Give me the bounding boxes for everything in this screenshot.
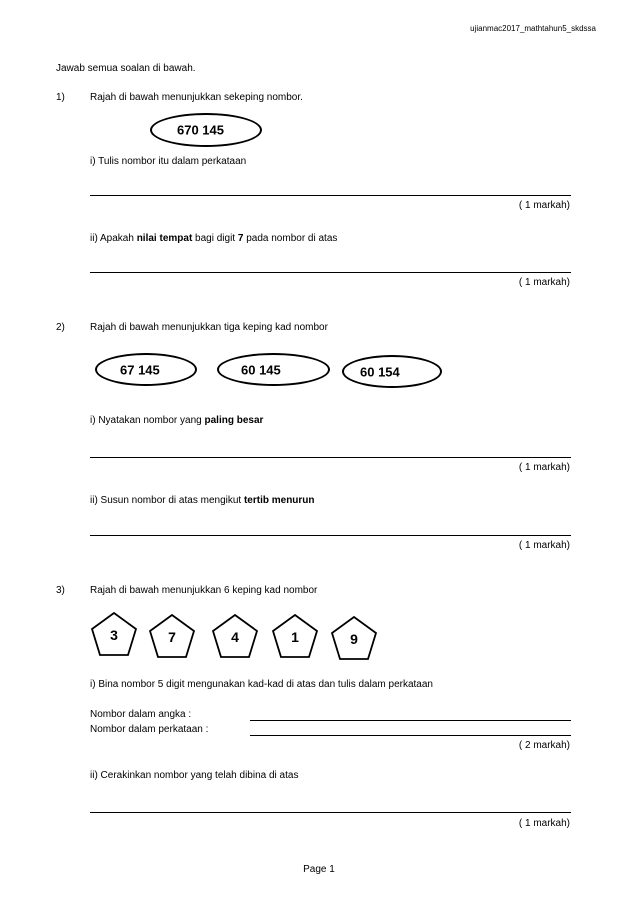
digit-card-pentagon [149, 614, 195, 658]
digit-card-value: 3 [110, 627, 118, 643]
digit-card-pentagon [331, 616, 377, 660]
subquestion-text: i) Bina nombor 5 digit mengunakan kad-kad di atas dan tulis dalam perkataan [90, 679, 433, 690]
digit-card-value: 7 [168, 629, 176, 645]
question-number: 1) [56, 92, 65, 103]
question-stem: Rajah di bawah menunjukkan tiga keping kad nombor [90, 322, 328, 333]
subquestion-text: ii) Susun nombor di atas mengikut tertib menurun [90, 495, 315, 506]
answer-line[interactable] [90, 272, 571, 273]
digit-card-value: 9 [350, 631, 358, 647]
question-stem: Rajah di bawah menunjukkan sekeping nombor. [90, 92, 303, 103]
digit-card-pentagon [272, 614, 318, 658]
number-card-value: 60 145 [241, 362, 281, 377]
subquestion-text: ii) Cerakinkan nombor yang telah dibina di atas [90, 770, 299, 781]
words-label: Nombor dalam perkataan : [90, 724, 209, 735]
answer-line[interactable] [90, 535, 571, 536]
words-answer-line[interactable] [250, 735, 571, 736]
marks-label: ( 1 markah) [518, 540, 570, 551]
digit-card-pentagon [91, 612, 137, 656]
number-card-oval [342, 355, 442, 388]
number-card-value: 67 145 [120, 362, 160, 377]
marks-label: ( 1 markah) [518, 277, 570, 288]
question-number: 3) [56, 585, 65, 596]
marks-label: ( 1 markah) [518, 462, 570, 473]
digit-card-value: 1 [291, 629, 299, 645]
question-number: 2) [56, 322, 65, 333]
number-card-oval [150, 113, 262, 147]
instruction: Jawab semua soalan di bawah. [56, 63, 196, 74]
digit-card-value: 4 [231, 629, 239, 645]
answer-line[interactable] [90, 812, 571, 813]
answer-line[interactable] [90, 195, 571, 196]
subquestion-text: ii) Apakah nilai tempat bagi digit 7 pada nombor di atas [90, 233, 338, 244]
digit-card-pentagon [212, 614, 258, 658]
question-stem: Rajah di bawah menunjukkan 6 keping kad nombor [90, 585, 318, 596]
digits-answer-line[interactable] [250, 720, 571, 721]
marks-label: ( 2 markah) [518, 740, 570, 751]
number-card-value: 60 154 [360, 364, 400, 379]
page-number: Page 1 [303, 864, 335, 875]
number-card-value: 670 145 [177, 122, 224, 138]
marks-label: ( 1 markah) [518, 200, 570, 211]
subquestion-text: i) Tulis nombor itu dalam perkataan [90, 156, 247, 167]
marks-label: ( 1 markah) [518, 818, 570, 829]
digits-label: Nombor dalam angka : [90, 709, 192, 720]
answer-line[interactable] [90, 457, 571, 458]
subquestion-text: i) Nyatakan nombor yang paling besar [90, 415, 264, 426]
document-id: ujianmac2017_mathtahun5_skdssa [470, 24, 596, 33]
number-card-oval [217, 353, 330, 386]
number-card-oval [95, 353, 197, 386]
